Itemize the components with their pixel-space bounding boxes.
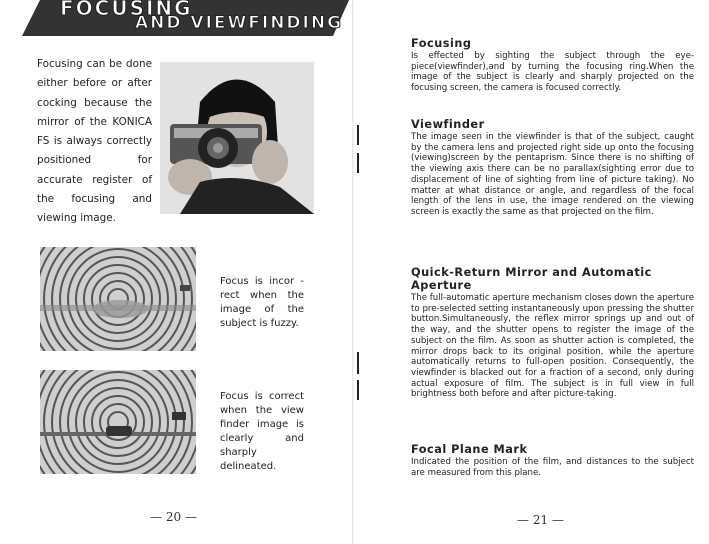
margin-marker xyxy=(357,153,359,173)
section-body: Is effected by sighting the subject through the eye-piece(viewfinder),and by turning the focusing ring.When the image of the subject is clearly and sharply projected on the focusing screen, the camera is focused correctly. xyxy=(411,51,694,94)
section-viewfinder xyxy=(411,118,694,218)
banner-title-line2: AND VIEWFINDING xyxy=(135,13,344,33)
margin-marker xyxy=(357,380,359,400)
intro-paragraph: Focusing can be done either before or after cocking because the mirror of the KONICA FS is always correctly positioned for accurate register of the focusing and viewing image. xyxy=(37,58,152,225)
section-body: The full-automatic aperture mechanism closes down the aperture to pre-selected setting instantaneously upon pressing the shutter button.Simultaneously, the reflex mirror springs up and out of the way, and the shutter opens to register the image of the subject on the film. As soon as shutter action is completed, the mirror drops back to its original position, while the aperture automatically returns to full-open position. Consequently, the viewfinder is blacked out for a fraction of a second, only during actual exposure of film. The subject is in full view in full brightness both before and after picture-taking. xyxy=(411,293,694,400)
photo-woman-with-camera xyxy=(160,62,314,214)
section-focal-plane-mark xyxy=(411,443,694,478)
page-number-left: — 20 — xyxy=(150,510,197,524)
section-heading: Focal Plane Mark xyxy=(411,443,528,456)
section-banner xyxy=(0,0,349,38)
margin-marker xyxy=(357,352,359,374)
right-page xyxy=(354,0,709,544)
caption-focus-correct: Focus is correct when the view finder image is clearly and sharply delineated. xyxy=(220,391,304,472)
section-heading: Quick-Return Mirror and Automatic Aperture xyxy=(411,266,652,292)
banner-title-line1: FOCUSING xyxy=(60,0,193,20)
left-page xyxy=(0,0,354,544)
section-focusing xyxy=(411,37,694,94)
viewfinder-image-out-of-focus xyxy=(40,247,196,351)
page-number-right: — 21 — xyxy=(517,513,564,527)
viewfinder-image-in-focus xyxy=(40,370,196,474)
section-body: The image seen in the viewfinder is that of the subject, caught by the camera lens and projected right side up onto the focusing (viewing)screen by the pentaprism. Since there is no shifting of the viewing axis there can be no parallax(sighting error due to displacement of line of sighting from line of picture taking). No matter at what distance or angle, and regardless of the focal length of the lens in use, the image rendered on the viewing screen is exactly the same as that projected on the film. xyxy=(411,132,694,217)
section-body: Indicated the position of the film, and distances to the subject are measured from this plane. xyxy=(411,457,694,478)
section-heading: Focusing xyxy=(411,37,472,50)
section-quick-return-mirror xyxy=(411,266,694,400)
caption-focus-incorrect: Focus is incor -rect when the image of the subject is fuzzy. xyxy=(220,276,304,329)
section-heading: Viewfinder xyxy=(411,118,485,131)
margin-marker xyxy=(357,125,359,145)
